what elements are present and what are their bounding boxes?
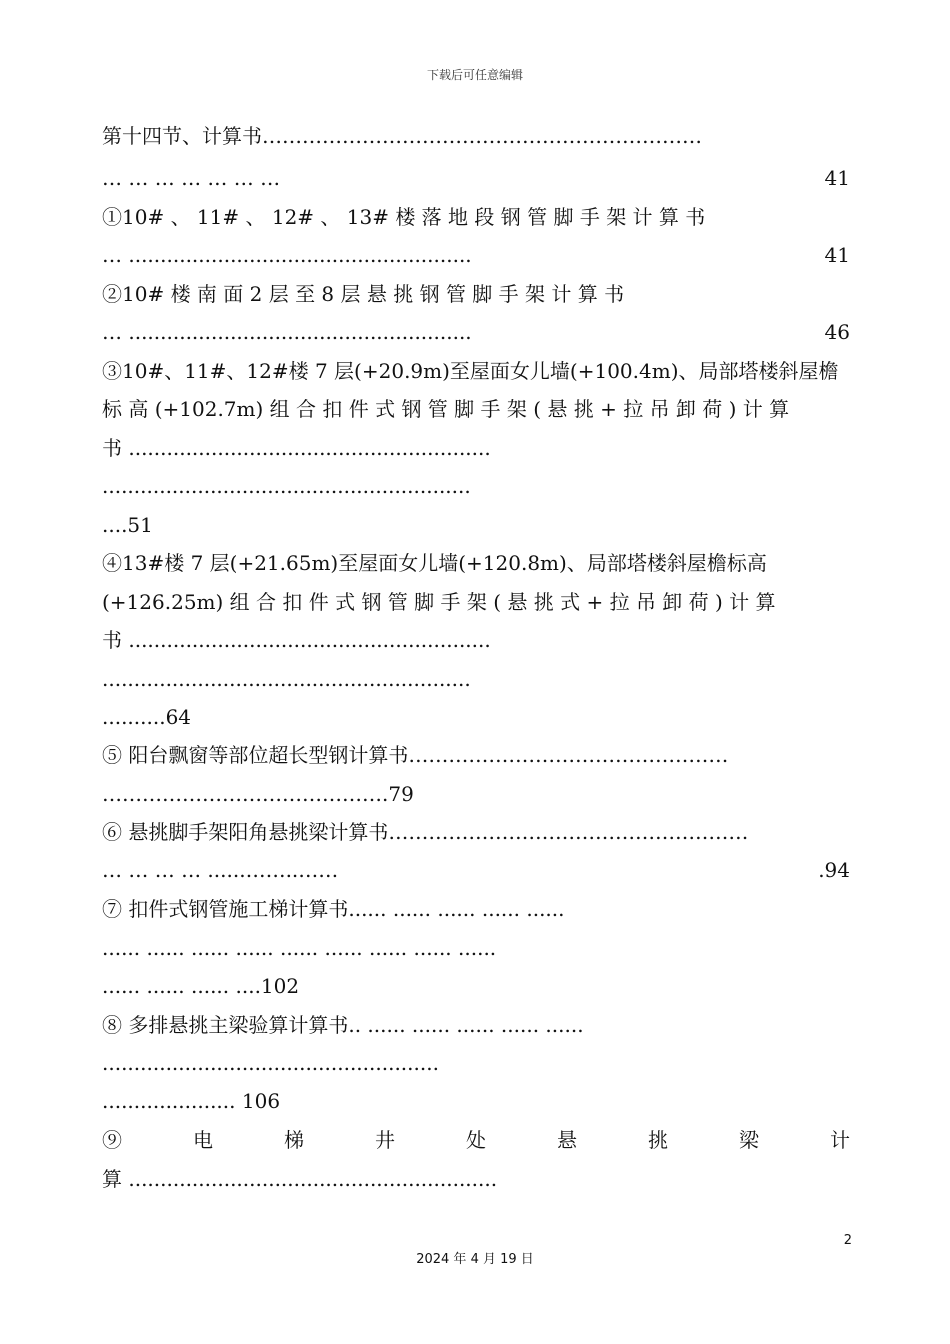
toc-leader: 书 ......................................................... <box>102 628 491 652</box>
toc-leader: 书 ......................................................... <box>102 436 491 460</box>
page-number: 2 <box>843 1233 852 1248</box>
toc-leader: … … … … … … … <box>102 166 281 190</box>
toc-leader: ...... ...... ...... ...... ...... ...... ...... ...... ...... <box>102 936 497 960</box>
toc-page-number: ..................... 106 <box>102 1089 281 1113</box>
toc-page-number: 46 <box>824 320 850 344</box>
toc-leader: … ...................................................... <box>102 320 472 344</box>
toc-entry-7: ⑦ 扣件式钢管施工梯计算书...... ...... ...... ...... ...... <box>102 897 565 921</box>
page-header: 下载后可任意编辑 <box>426 68 523 82</box>
toc-page-number: .94 <box>818 858 850 882</box>
toc-entry-8: ⑧ 多排悬挑主梁验算计算书.. ...... ...... ...... ...... ...... <box>102 1013 584 1037</box>
toc-entry-1: ①10# 、 11# 、 12# 、 13# 楼 落 地 段 钢 管 脚 手 架 计 算 书 <box>102 205 706 229</box>
toc-entry-5: ⑤ 阳台飘窗等部位超长型钢计算书………………………………………… <box>102 743 729 767</box>
toc-section-heading: 第十四节、计算书………………………………………………………… <box>102 124 702 148</box>
toc-entry-3-cont: 标 高 (+102.7m) 组 合 扣 件 式 钢 管 脚 手 架 ( 悬 挑 + 拉 吊 卸 荷 ) 计 算 <box>102 397 790 421</box>
toc-page-number: 41 <box>824 243 850 267</box>
toc-leader: ..................................................... <box>102 1051 439 1075</box>
toc-page-number: 41 <box>824 166 850 190</box>
toc-entry-2: ②10# 楼 南 面 2 层 至 8 层 悬 挑 钢 管 脚 手 架 计 算 书 <box>102 282 625 306</box>
page-footer-date: 2024 年 4 月 19 日 <box>416 1252 534 1267</box>
toc-entry-4-cont: (+126.25m) 组 合 扣 件 式 钢 管 脚 手 架 ( 悬 挑 式 + 拉 吊 卸 荷 ) 计 算 <box>102 590 776 614</box>
toc-page-number: …………………………………….79 <box>102 782 414 806</box>
toc-entry-3: ③10#、11#、12#楼 7 层(+20.9m)至屋面女儿墙(+100.4m)、局部塔楼斜屋檐 <box>102 359 839 383</box>
toc-leader: .......................................................... <box>102 474 471 498</box>
toc-entry-9: ⑨ 电 梯 井 处 悬 挑 梁 计 <box>102 1128 850 1152</box>
toc-leader: 算 .......................................................... <box>102 1167 498 1191</box>
toc-leader: … … … … ......……..…… <box>102 858 339 882</box>
toc-entry-6: ⑥ 悬挑脚手架阳角悬挑梁计算书……………………………………………… <box>102 820 749 844</box>
toc-page-number: ...... ...... ...... ....102 <box>102 974 300 998</box>
toc-leader: .......................................................... <box>102 667 471 691</box>
toc-leader: … ...................................................... <box>102 243 472 267</box>
toc-entry-4: ④13#楼 7 层(+21.65m)至屋面女儿墙(+120.8m)、局部塔楼斜屋檐标高 <box>102 551 767 575</box>
toc-page-number: ....51 <box>102 513 153 537</box>
toc-page-number: ..........64 <box>102 705 192 729</box>
